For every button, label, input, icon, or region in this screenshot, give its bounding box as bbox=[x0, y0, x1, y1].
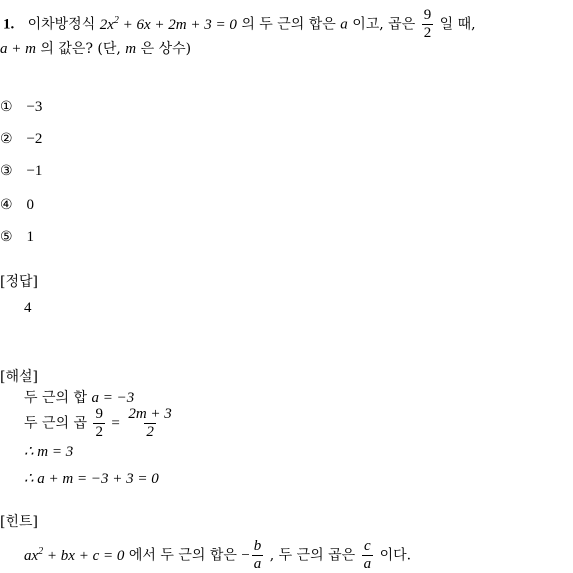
question-text-c: 이고, 곱은 bbox=[352, 16, 416, 33]
explanation-line-3: ∴ m = 3 bbox=[24, 444, 74, 460]
question-text-d: 일 때, bbox=[439, 16, 476, 33]
option-4[interactable] bbox=[0, 196, 34, 214]
hint-sum-numerator: b bbox=[253, 538, 262, 554]
hint-expr: $ax^2$ + bx + c = 0 bbox=[24, 545, 125, 564]
hint-text-3: 이다. bbox=[379, 547, 412, 564]
option-1[interactable] bbox=[0, 98, 42, 116]
explanation-line-2 bbox=[24, 406, 176, 441]
question-text-a: 이차방정식 bbox=[27, 16, 96, 33]
question-line2-var: m bbox=[125, 41, 137, 57]
question-line2-expr: a + m bbox=[0, 41, 36, 57]
explanation-header: [해설] bbox=[0, 369, 38, 385]
question-sum-var: a bbox=[340, 16, 348, 33]
question-line-1 bbox=[3, 7, 476, 42]
option-marker: ④ bbox=[0, 197, 13, 213]
fraction-2-denominator: 2 bbox=[146, 424, 154, 440]
answer-header: [정답] bbox=[0, 274, 38, 290]
explanation-equals: = bbox=[111, 415, 120, 432]
fraction-2-numerator: 2m + 3 bbox=[128, 406, 172, 422]
explanation-line-4: ∴ a + m = −3 + 3 = 0 bbox=[24, 471, 159, 487]
question-line-2 bbox=[0, 40, 191, 58]
answer-value: 4 bbox=[24, 300, 32, 316]
question-number: 1. bbox=[3, 16, 15, 33]
option-value: −1 bbox=[26, 163, 43, 179]
hint-sum-denominator: a bbox=[253, 556, 262, 572]
question-line2-text2: 은 상수) bbox=[140, 41, 192, 57]
option-value: 1 bbox=[26, 229, 34, 245]
option-marker: ① bbox=[0, 99, 13, 115]
explanation-product-text: 두 근의 곱 bbox=[24, 415, 87, 432]
product-numerator: 9 bbox=[423, 7, 432, 23]
option-marker: ③ bbox=[0, 163, 13, 179]
explanation-sum-expr: a = −3 bbox=[91, 390, 135, 406]
option-value: −3 bbox=[26, 99, 43, 115]
option-5[interactable] bbox=[0, 228, 34, 246]
hint-sum-sign: − bbox=[241, 547, 250, 564]
option-marker: ② bbox=[0, 131, 13, 147]
question-equation: $2x^2 + 6x + 2m + 3 = 0$ bbox=[99, 14, 237, 33]
hint-product-denominator: a bbox=[363, 556, 372, 572]
hint-text-2: , 두 근의 곱은 bbox=[269, 547, 356, 564]
fraction-1-numerator: 9 bbox=[95, 406, 103, 422]
question-text-b: 의 두 근의 합은 bbox=[241, 16, 336, 33]
explanation-line-1 bbox=[24, 389, 134, 407]
hint-product-numerator: c bbox=[364, 538, 371, 554]
product-denominator: 2 bbox=[423, 25, 432, 41]
option-value: −2 bbox=[26, 131, 43, 147]
option-2[interactable] bbox=[0, 130, 42, 148]
explanation-fraction-2 bbox=[126, 406, 173, 441]
fraction-1-denominator: 2 bbox=[95, 424, 103, 440]
hint-header: [힌트] bbox=[0, 514, 38, 530]
question-line2-text: 의 값은? (단, bbox=[40, 41, 121, 57]
hint-text-1: 에서 두 근의 합은 bbox=[128, 547, 237, 564]
explanation-sum-text: 두 근의 합 bbox=[24, 390, 87, 406]
option-marker: ⑤ bbox=[0, 229, 13, 245]
question-product-fraction bbox=[422, 7, 434, 42]
option-3[interactable] bbox=[0, 162, 42, 180]
explanation-fraction-1 bbox=[93, 406, 105, 441]
option-value: 0 bbox=[26, 197, 34, 213]
